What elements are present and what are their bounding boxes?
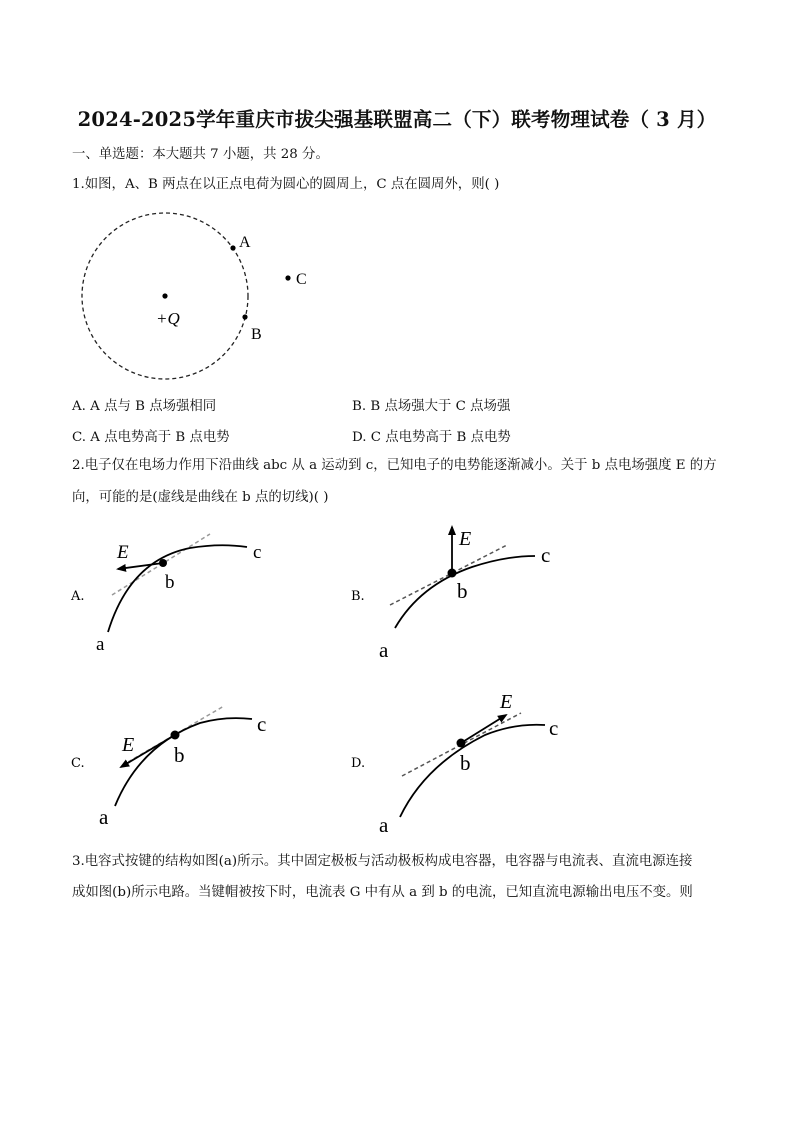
q2-figure-a [70,534,261,655]
label-b: b [165,572,175,593]
label-e: E [117,542,129,563]
option-label-a: A. [71,589,85,604]
label-q: +Q [156,309,180,328]
label-b: b [174,743,185,767]
label-a: a [99,805,109,829]
point-c-dot [285,275,290,280]
point-b-dot [242,314,247,319]
label-a: a [379,813,389,837]
label-c: C [296,271,307,288]
q2-stem-line2: 向，可能的是(虚线是曲线在 b 点的切线)( ) [72,490,329,505]
q1-option-a: A. A 点与 B 点场强相同 [72,399,217,414]
q1-option-b: B. B 点场强大于 C 点场强 [352,399,511,414]
field-arrow [461,715,506,743]
q2-figure-c [71,706,266,829]
q2-figures [0,510,794,840]
option-label-c: C. [71,756,85,771]
label-c: c [549,716,559,740]
q2-figure-b [351,527,550,662]
point-b-dot [171,731,180,740]
curve-abc [108,545,247,632]
q1-option-d: D. C 点电势高于 B 点电势 [352,430,511,445]
q2-figure-d [351,691,558,837]
charge-dot [162,293,167,298]
label-e: E [459,528,472,550]
label-b: b [460,751,471,775]
point-a-dot [230,245,235,250]
label-b: B [251,326,262,343]
q1-stem: 1.如图，A、B 两点在以正点电荷为圆心的圆周上，C 点在圆周外，则( ) [72,177,500,192]
section-heading: 一、单选题：本大题共 7 小题，共 28 分。 [72,147,329,162]
q3-stem-line2: 成如图(b)所示电路。当键帽被按下时，电流表 G 中有从 a 到 b 的电流，已知直流电源输出电压不变。则 [72,885,693,900]
label-b: b [457,579,468,603]
label-c: c [253,542,262,563]
label-e: E [122,734,135,756]
q2-stem-line1: 2.电子仅在电场力作用下沿曲线 abc 从 a 运动到 c，已知电子的电势能逐渐减小。关于 b 点电场强度 E 的方 [72,458,717,473]
point-b-dot [457,739,466,748]
q1-option-c: C. A 点电势高于 B 点电势 [72,430,230,445]
option-label-b: B. [351,589,365,604]
point-b-dot [159,559,167,567]
label-a: a [96,634,105,655]
label-a: a [379,638,389,662]
label-c: c [541,543,551,567]
q3-stem-line1: 3.电容式按键的结构如图(a)所示。其中固定极板与活动极板构成电容器，电容器与电流表、直流电源连接 [72,854,693,869]
label-e: E [500,691,513,713]
point-b-dot [448,569,457,578]
paper-title: 2024-2025学年重庆市拔尖强基联盟高二（下）联考物理试卷（ 3 月） [77,108,717,131]
option-label-d: D. [351,756,366,771]
q1-figure [70,205,330,385]
label-c: c [257,712,267,736]
label-a: A [239,234,251,251]
